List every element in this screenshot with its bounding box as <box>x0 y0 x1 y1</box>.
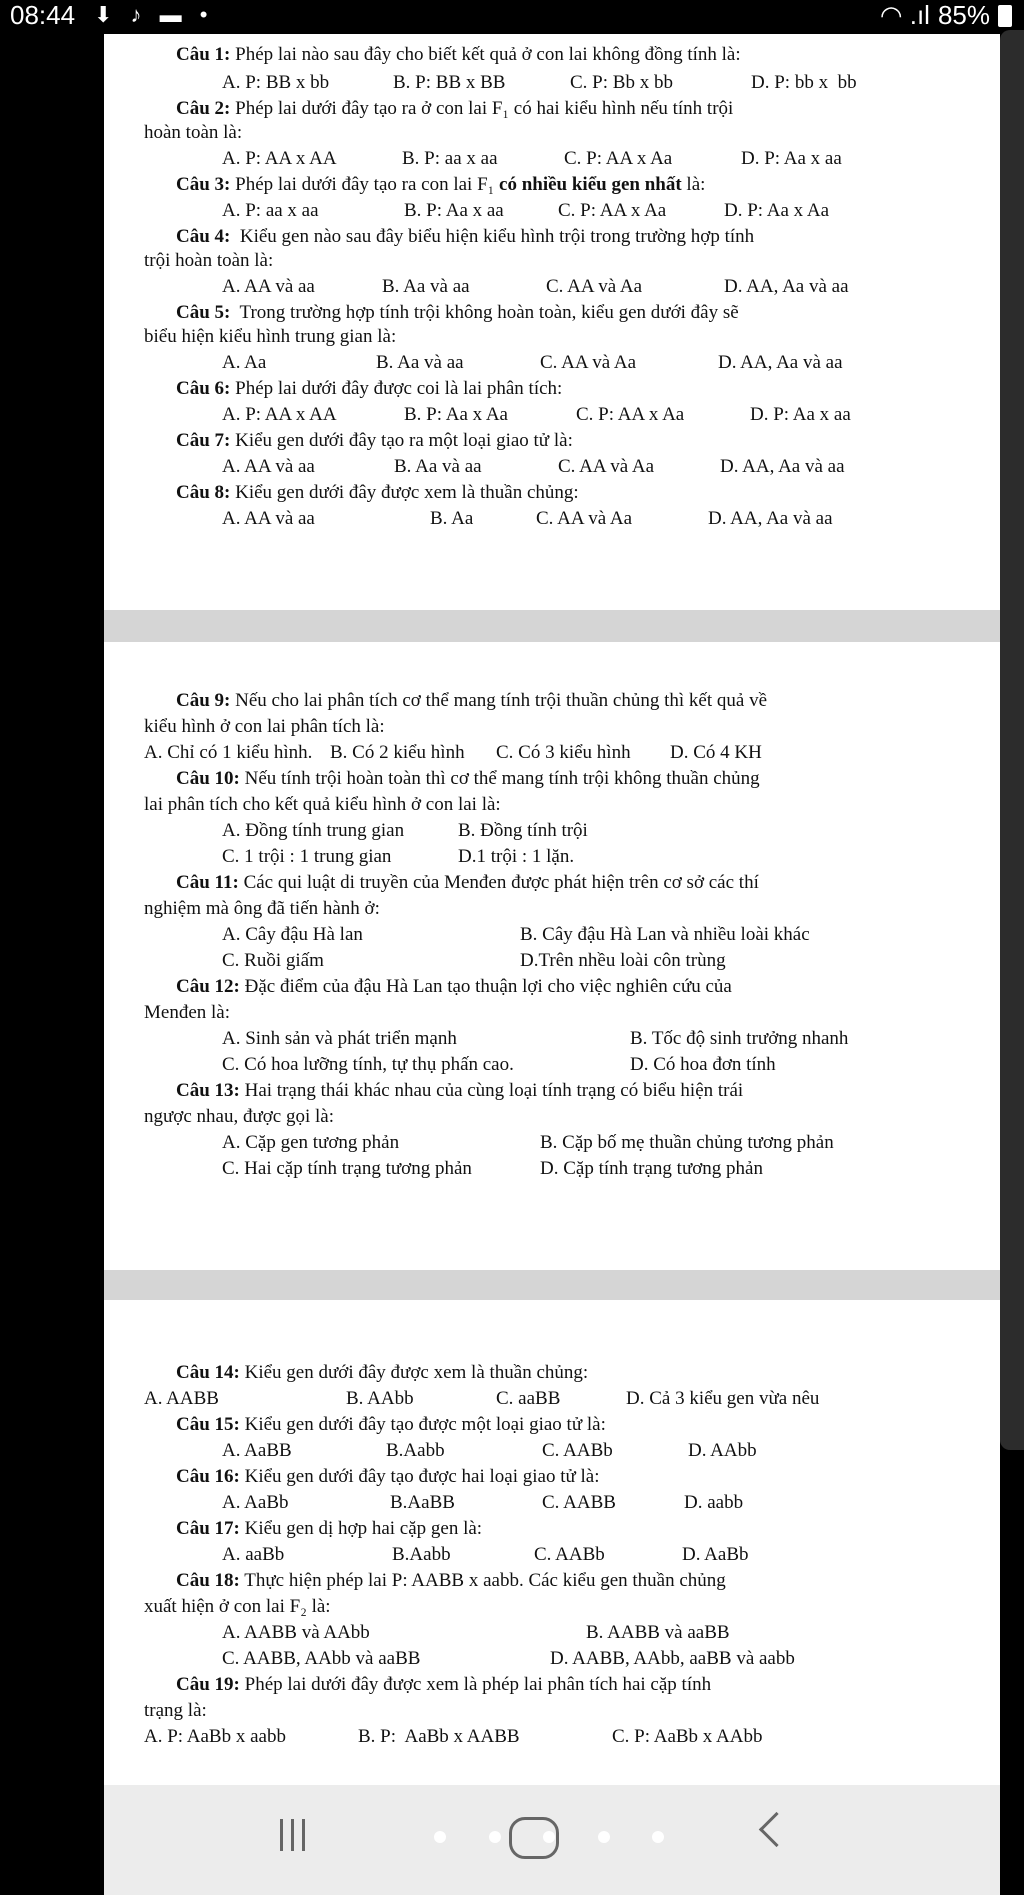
q16-opt-a: A. AaBb <box>222 1492 289 1513</box>
document-page-1 <box>104 34 1000 610</box>
page-separator <box>104 610 1000 642</box>
q11-opt-d: D.Trên nhều loài côn trùng <box>520 950 726 971</box>
q9-opt-d: D. Có 4 KH <box>670 742 762 763</box>
document-page-3 <box>104 1300 1000 1785</box>
q1-opt-d: D. P: bb x bb <box>751 72 857 93</box>
recents-button[interactable] <box>272 1819 312 1859</box>
q4-opt-d: D. AA, Aa và aa <box>724 276 849 297</box>
question-8: Câu 8: Kiểu gen dưới đây được xem là thuần chủng: <box>176 482 579 503</box>
question-14: Câu 14: Kiểu gen dưới đây được xem là thuần chủng: <box>176 1362 589 1383</box>
q18-opt-d: D. AABB, AAbb, aaBB và aabb <box>550 1648 795 1669</box>
q4-opt-b: B. Aa và aa <box>382 276 470 297</box>
question-19: Câu 19: Phép lai dưới đây được xem là phép lai phân tích hai cặp tính <box>176 1674 712 1695</box>
q16-opt-b: B.AaBB <box>390 1492 455 1513</box>
q10-opt-d: D.1 trội : 1 lặn. <box>458 846 575 867</box>
q14-opt-b: B. AAbb <box>346 1388 414 1409</box>
home-button[interactable] <box>509 1817 559 1859</box>
battery-level: 85% <box>937 0 990 30</box>
q8-opt-d: D. AA, Aa và aa <box>708 508 833 529</box>
question-4-cont: trội hoàn toàn là: <box>144 250 274 271</box>
status-time: 08:44 <box>10 0 76 30</box>
question-12-cont: Menđen là: <box>144 1002 231 1023</box>
q6-opt-d: D. P: Aa x aa <box>750 404 851 425</box>
q13-opt-c: C. Hai cặp tính trạng tương phản <box>222 1158 472 1179</box>
question-12: Câu 12: Đặc điểm của đậu Hà Lan tạo thuận lợi cho việc nghiên cứu của <box>176 976 732 997</box>
q18-opt-c: C. AABB, AAbb và aaBB <box>222 1648 421 1669</box>
q5-opt-c: C. AA và Aa <box>540 352 637 373</box>
q12-opt-b: B. Tốc độ sinh trưởng nhanh <box>630 1028 849 1049</box>
question-13-cont: ngược nhau, được gọi là: <box>144 1106 335 1127</box>
question-11-cont: nghiệm mà ông đã tiến hành ở: <box>144 898 380 919</box>
question-1: Câu 1: Phép lai nào sau đây cho biết kết quả ở con lai không đồng tính là: <box>176 44 741 65</box>
q7-opt-d: D. AA, Aa và aa <box>720 456 845 477</box>
q16-opt-d: D. aabb <box>684 1492 744 1513</box>
question-4: Câu 4: Kiểu gen nào sau đây biểu hiện kiểu hình trội trong trường hợp tính <box>176 226 755 247</box>
q6-opt-b: B. P: Aa x Aa <box>404 404 508 425</box>
q13-opt-d: D. Cặp tính trạng tương phản <box>540 1158 763 1179</box>
battery-icon <box>998 5 1012 27</box>
q8-opt-b: B. Aa <box>430 508 474 529</box>
q19-opt-a: A. P: AaBb x aabb <box>144 1726 286 1747</box>
back-button[interactable] <box>759 1812 794 1847</box>
q4-opt-c: C. AA và Aa <box>546 276 643 297</box>
q14-opt-d: D. Cả 3 kiểu gen vừa nêu <box>626 1388 820 1409</box>
wifi-icon: ◠ .ıl <box>879 0 930 30</box>
question-2-cont: hoàn toàn là: <box>144 122 243 143</box>
question-2: Câu 2: Phép lai dưới đây tạo ra ở con lai F₁ có hai kiểu hình nếu tính trội <box>176 98 734 119</box>
q11-opt-b: B. Cây đậu Hà Lan và nhiều loài khác <box>520 924 810 945</box>
q5-opt-a: A. Aa <box>222 352 267 373</box>
question-17: Câu 17: Kiểu gen dị hợp hai cặp gen là: <box>176 1518 483 1539</box>
q3-opt-a: A. P: aa x aa <box>222 200 319 221</box>
q17-opt-b: B.Aabb <box>392 1544 451 1565</box>
q9-opt-c: C. Có 3 kiểu hình <box>496 742 631 763</box>
q16-opt-c: C. AABB <box>542 1492 616 1513</box>
q13-opt-a: A. Cặp gen tương phản <box>222 1132 400 1153</box>
q9-opt-b: B. Có 2 kiểu hình <box>330 742 465 763</box>
q17-opt-d: D. AaBb <box>682 1544 749 1565</box>
q15-opt-a: A. AaBB <box>222 1440 292 1461</box>
q3-opt-d: D. P: Aa x Aa <box>724 200 830 221</box>
q6-opt-c: C. P: AA x Aa <box>576 404 685 425</box>
q12-opt-c: C. Có hoa lưỡng tính, tự thụ phấn cao. <box>222 1054 514 1075</box>
q10-opt-b: B. Đồng tính trội <box>458 820 588 841</box>
question-18: Câu 18: Thực hiện phép lai P: AABB x aabb. Các kiểu gen thuần chủng <box>176 1570 726 1591</box>
q3-opt-b: B. P: Aa x aa <box>404 200 504 221</box>
q15-opt-c: C. AABb <box>542 1440 613 1461</box>
question-5-cont: biểu hiện kiểu hình trung gian là: <box>144 326 397 347</box>
q10-opt-c: C. 1 trội : 1 trung gian <box>222 846 392 867</box>
question-10-cont: lai phân tích cho kết quả kiểu hình ở con lai là: <box>144 794 501 815</box>
q17-opt-a: A. aaBb <box>222 1544 285 1565</box>
q8-opt-c: C. AA và Aa <box>536 508 633 529</box>
q7-opt-c: C. AA và Aa <box>558 456 655 477</box>
q1-opt-a: A. P: BB x bb <box>222 72 330 93</box>
q2-opt-c: C. P: AA x Aa <box>564 148 673 169</box>
q18-opt-a: A. AABB và AAbb <box>222 1622 370 1643</box>
system-icons <box>880 0 1012 31</box>
q9-opt-a: A. Chỉ có 1 kiểu hình. <box>144 742 313 763</box>
question-7: Câu 7: Kiểu gen dưới đây tạo ra một loại giao tử là: <box>176 430 573 451</box>
question-5: Câu 5: Trong trường hợp tính trội không hoàn toàn, kiểu gen dưới đây sẽ <box>176 302 739 323</box>
status-bar <box>0 0 1024 34</box>
question-15: Câu 15: Kiểu gen dưới đây tạo được một loại giao tử là: <box>176 1414 606 1435</box>
question-6: Câu 6: Phép lai dưới đây được coi là lai phân tích: <box>176 378 563 399</box>
q2-opt-a: A. P: AA x AA <box>222 148 337 169</box>
q7-opt-b: B. Aa và aa <box>394 456 482 477</box>
question-13: Câu 13: Hai trạng thái khác nhau của cùng loại tính trạng có biểu hiện trái <box>176 1080 744 1101</box>
question-3: Câu 3: Phép lai dưới đây tạo ra con lai F₁ có nhiều kiểu gen nhất là: <box>176 174 706 195</box>
q8-opt-a: A. AA và aa <box>222 508 315 529</box>
q14-opt-c: C. aaBB <box>496 1388 561 1409</box>
question-16: Câu 16: Kiểu gen dưới đây tạo được hai loại giao tử là: <box>176 1466 600 1487</box>
q6-opt-a: A. P: AA x AA <box>222 404 337 425</box>
q12-opt-a: A. Sinh sản và phát triển mạnh <box>222 1028 457 1049</box>
q5-opt-b: B. Aa và aa <box>376 352 464 373</box>
q3-opt-c: C. P: AA x Aa <box>558 200 667 221</box>
q19-opt-b: B. P: AaBb x AABB <box>358 1726 520 1747</box>
q14-opt-a: A. AABB <box>144 1388 219 1409</box>
q5-opt-d: D. AA, Aa và aa <box>718 352 843 373</box>
document-page-2 <box>104 642 1000 1270</box>
q1-opt-c: C. P: Bb x bb <box>570 72 673 93</box>
edge-panel-handle[interactable] <box>1000 30 1024 1450</box>
notification-icons: ⬇ ♪ ▬ • <box>94 2 214 27</box>
q18-opt-b: B. AABB và aaBB <box>586 1622 730 1643</box>
question-18-cont: xuất hiện ở con lai F₂ là: <box>144 1596 331 1617</box>
q2-opt-d: D. P: Aa x aa <box>741 148 842 169</box>
q11-opt-a: A. Cây đậu Hà lan <box>222 924 363 945</box>
question-10: Câu 10: Nếu tính trội hoàn toàn thì cơ thể mang tính trội không thuần chủng <box>176 768 760 789</box>
navigation-bar <box>104 1785 1000 1895</box>
question-19-cont: trạng là: <box>144 1700 207 1721</box>
q10-opt-a: A. Đồng tính trung gian <box>222 820 405 841</box>
q17-opt-c: C. AABb <box>534 1544 605 1565</box>
q11-opt-c: C. Ruồi giấm <box>222 950 324 971</box>
page-separator <box>104 1270 1000 1300</box>
q4-opt-a: A. AA và aa <box>222 276 315 297</box>
q2-opt-b: B. P: aa x aa <box>402 148 498 169</box>
q1-opt-b: B. P: BB x BB <box>393 72 506 93</box>
q7-opt-a: A. AA và aa <box>222 456 315 477</box>
question-9-cont: kiểu hình ở con lai phân tích là: <box>144 716 385 737</box>
q15-opt-b: B.Aabb <box>386 1440 445 1461</box>
q15-opt-d: D. AAbb <box>688 1440 757 1461</box>
q19-opt-c: C. P: AaBb x AAbb <box>612 1726 763 1747</box>
question-9: Câu 9: Nếu cho lai phân tích cơ thể mang tính trội thuần chủng thì kết quả về <box>176 690 768 711</box>
question-11: Câu 11: Các qui luật di truyền của Menđen được phát hiện trên cơ sở các thí <box>176 872 759 893</box>
q13-opt-b: B. Cặp bố mẹ thuần chủng tương phản <box>540 1132 834 1153</box>
q12-opt-d: D. Có hoa đơn tính <box>630 1054 776 1075</box>
